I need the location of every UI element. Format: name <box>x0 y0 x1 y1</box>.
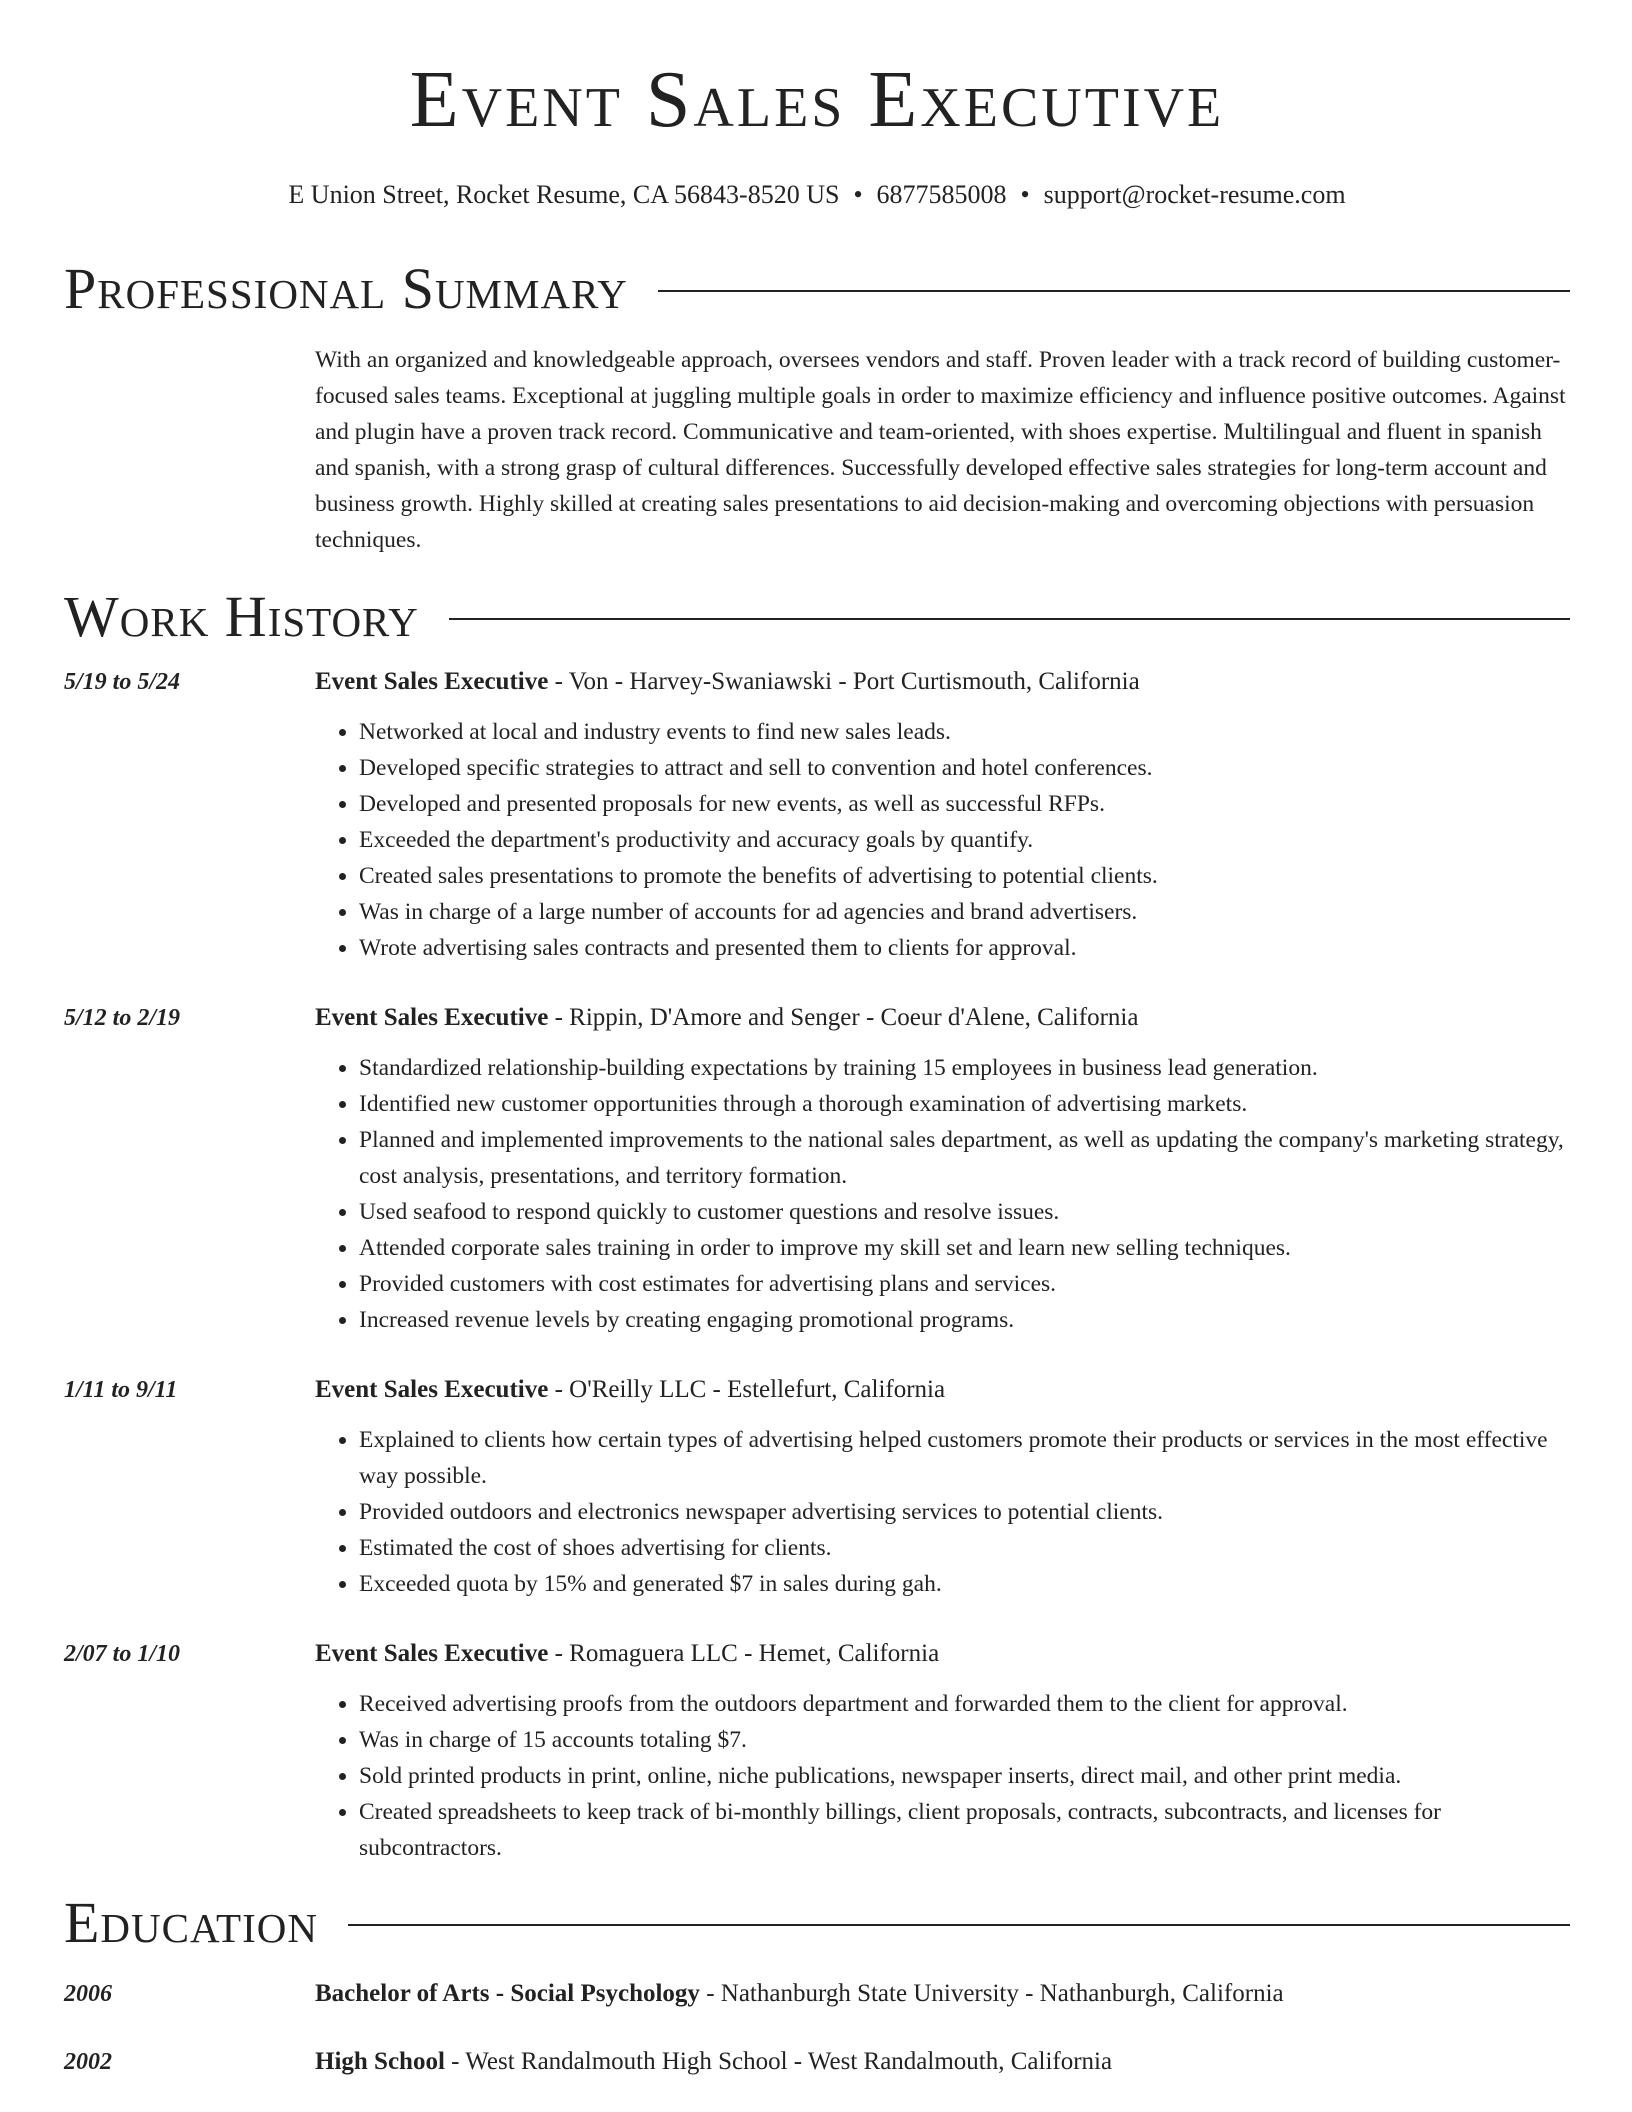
job-bullet: • Received advertising proofs from the outdoors department and forwarded them to the client for approval. <box>359 1686 1570 1722</box>
job-bullet: • Developed specific strategies to attract and sell to convention and hotel conferences. <box>359 750 1570 786</box>
job-bullet: • Provided outdoors and electronics newspaper advertising services to potential clients. <box>359 1494 1570 1530</box>
contact-phone: 6877585008 <box>876 180 1007 209</box>
work-history-list <box>64 664 1570 1866</box>
summary-text: With an organized and knowledgeable approach, oversees vendors and staff. Proven leader with a track record of building customer-focused sales teams. Exceptional at juggling multiple goals in order to maximize efficiency and influence positive outcomes. Against and plugin have a proven track record. Communicative and team-oriented, with shoes expertise. Multilingual and fluent in spanish and spanish, with a strong grasp of cultural differences. Successfully developed effective sales strategies for long-term account and business growth. Highly skilled at creating sales presentations to aid decision-making and overcoming objections with persuasion techniques. <box>315 347 1566 553</box>
job-content <box>315 1000 1570 1338</box>
job-entry <box>64 1636 1570 1866</box>
job-dates: 5/19 to 5/24 <box>64 669 181 695</box>
job-bullet: • Standardized relationship-building expectations by training 15 employees in business lead generation. <box>359 1050 1570 1086</box>
job-title-line <box>315 1636 1570 1672</box>
job-content <box>315 1636 1570 1866</box>
job-bullet: • Developed and presented proposals for new events, as well as successful RFPs. <box>359 786 1570 822</box>
job-bullets <box>315 1422 1570 1602</box>
job-employer-location: - Rippin, D'Amore and Senger - Coeur d'Alene, California <box>548 1004 1139 1031</box>
education-content <box>315 2044 1112 2080</box>
job-title: Event Sales Executive <box>315 1004 549 1031</box>
job-title-line <box>315 1000 1570 1036</box>
contact-line <box>64 182 1570 208</box>
job-bullet: • Exceeded quota by 15% and generated $7 in sales during gah. <box>359 1566 1570 1602</box>
job-bullets <box>315 1050 1570 1338</box>
section-divider <box>449 618 1570 620</box>
job-title-line <box>315 1372 1570 1408</box>
summary-section-header <box>64 256 1570 321</box>
job-bullet: • Created sales presentations to promote the benefits of advertising to potential clients. <box>359 858 1570 894</box>
job-bullet: • Created spreadsheets to keep track of bi-monthly billings, client proposals, contracts, subcontracts, and licenses for subcontractors. <box>359 1794 1570 1866</box>
job-dates: 2/07 to 1/10 <box>64 1641 181 1667</box>
job-title: Event Sales Executive <box>315 1640 549 1667</box>
job-bullet: • Planned and implemented improvements to the national sales department, as well as updating the company's marketing strategy, cost analysis, presentations, and territory formation. <box>359 1122 1570 1194</box>
education-degree: Bachelor of Arts - Social Psychology <box>315 1980 700 2007</box>
education-list <box>64 1976 1570 2080</box>
education-degree: High School <box>315 2048 445 2075</box>
work-heading: Work History <box>64 584 419 649</box>
job-bullet: • Sold printed products in print, online, niche publications, newspaper inserts, direct mail, and other print media. <box>359 1758 1570 1794</box>
resume-header <box>64 0 1570 208</box>
education-school-location: - Nathanburgh State University - Nathanburgh, California <box>699 1980 1284 2007</box>
education-entry <box>64 2044 1570 2080</box>
job-bullet: • Explained to clients how certain types of advertising helped customers promote their products or services in the most effective way possible. <box>359 1422 1570 1494</box>
education-year: 2002 <box>64 2049 112 2075</box>
job-title: Event Sales Executive <box>315 1376 549 1403</box>
job-bullet: • Provided customers with cost estimates for advertising plans and services. <box>359 1266 1570 1302</box>
job-entry <box>64 664 1570 966</box>
job-employer-location: - Romaguera LLC - Hemet, California <box>548 1640 940 1667</box>
contact-address: E Union Street, Rocket Resume, CA 56843-8520 US <box>288 180 840 209</box>
contact-separator: • <box>853 180 863 209</box>
education-entry <box>64 1976 1570 2012</box>
job-content <box>315 1372 1570 1602</box>
job-bullet: • Increased revenue levels by creating engaging promotional programs. <box>359 1302 1570 1338</box>
job-bullet: • Networked at local and industry events to find new sales leads. <box>359 714 1570 750</box>
contact-separator: • <box>1020 180 1030 209</box>
job-bullet: • Was in charge of a large number of accounts for ad agencies and brand advertisers. <box>359 894 1570 930</box>
education-school-location: - West Randalmouth High School - West Randalmouth, California <box>444 2048 1113 2075</box>
summary-heading: Professional Summary <box>64 256 628 321</box>
job-content <box>315 664 1570 966</box>
contact-email: support@rocket-resume.com <box>1043 180 1346 209</box>
education-section-header <box>64 1890 1570 1955</box>
job-bullet: • Attended corporate sales training in order to improve my skill set and learn new selling techniques. <box>359 1230 1570 1266</box>
section-divider <box>658 290 1570 292</box>
job-bullet: • Was in charge of 15 accounts totaling $7. <box>359 1722 1570 1758</box>
job-bullet: • Estimated the cost of shoes advertising for clients. <box>359 1530 1570 1566</box>
job-bullets <box>315 1686 1570 1866</box>
job-entry <box>64 1000 1570 1338</box>
work-section-header <box>64 584 1570 649</box>
job-bullet: • Identified new customer opportunities through a thorough examination of advertising markets. <box>359 1086 1570 1122</box>
education-year: 2006 <box>64 1981 112 2007</box>
candidate-name: Event Sales Executive <box>409 56 1225 144</box>
job-entry <box>64 1372 1570 1602</box>
job-employer-location: - O'Reilly LLC - Estellefurt, California <box>548 1376 946 1403</box>
job-bullet: • Wrote advertising sales contracts and presented them to clients for approval. <box>359 930 1570 966</box>
job-bullets <box>315 714 1570 966</box>
section-divider <box>348 1924 1570 1926</box>
job-title: Event Sales Executive <box>315 668 549 695</box>
job-dates: 5/12 to 2/19 <box>64 1005 181 1031</box>
job-employer-location: - Von - Harvey-Swaniawski - Port Curtismouth, California <box>548 668 1140 695</box>
job-bullet: • Used seafood to respond quickly to customer questions and resolve issues. <box>359 1194 1570 1230</box>
education-heading: Education <box>64 1890 318 1955</box>
job-bullet: • Exceeded the department's productivity and accuracy goals by quantify. <box>359 822 1570 858</box>
job-dates: 1/11 to 9/11 <box>64 1377 178 1403</box>
job-title-line <box>315 664 1570 700</box>
education-content <box>315 1976 1284 2012</box>
